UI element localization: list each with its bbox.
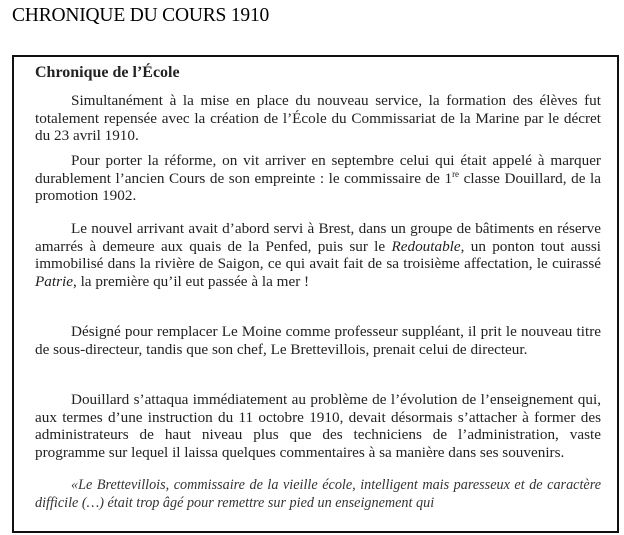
ordinal-superscript: re	[452, 168, 460, 179]
paragraph-2-text-a: Pour porter la réforme, on vit arriver en septembre celui qui était appelé à marquer durablement l’ancien Cours de son empreinte : le commissaire de 1	[35, 152, 601, 187]
paragraph-4: Désigné pour remplacer Le Moine comme professeur suppléant, il prit le nouveau titre de sous-directeur, tandis que son chef, Le Brettevillois, prenait celui de directeur.	[35, 323, 601, 358]
paragraph-3-text-a: Le nouvel arrivant avait d’abord servi à Brest, dans un groupe de bâtiments en réserve amarrés à demeure aux quais de la Penfed, puis sur le	[35, 220, 601, 255]
quote-paragraph: «Le Brettevillois, commissaire de la vieille école, intelligent mais paresseux et de caractère difficile (…) était trop âgé pour remettre sur pied un enseignement qui	[35, 477, 601, 511]
page-title: CHRONIQUE DU COURS 1910	[12, 5, 270, 26]
ship-name-redoutable: Redoutable	[391, 237, 461, 255]
paragraph-3-text-c: , la première qu’il eut passée à la mer !	[72, 272, 310, 290]
ship-name-patrie: Patrie	[35, 272, 73, 290]
section-heading: Chronique de l’École	[35, 64, 180, 81]
chronicle-box	[12, 55, 619, 533]
paragraph-3	[35, 220, 601, 290]
paragraph-1: Simultanément à la mise en place du nouveau service, la formation des élèves fut totalement repensée avec la création de l’École du Commissariat de la Marine par le décret du 23 avril 1910.	[35, 92, 601, 145]
paragraph-3-text-b: , un ponton tout aussi immobilisé dans la rivière de Saigon, ce qui avait fait de sa troisième affectation, le cuirassé	[35, 237, 601, 273]
paragraph-5: Douillard s’attaqua immédiatement au problème de l’évolution de l’enseignement qui, aux termes d’une instruction du 11 octobre 1910, devait désormais s’attacher à former des administrateurs de haut niveau plus que des techniciens de l’administration, vaste programme sur lequel il laissa quelques commentaires à sa manière dans ses souvenirs.	[35, 391, 601, 461]
paragraph-2	[35, 152, 601, 205]
paragraph-2-text-b: classe Douillard, de la promotion 1902.	[35, 169, 601, 205]
